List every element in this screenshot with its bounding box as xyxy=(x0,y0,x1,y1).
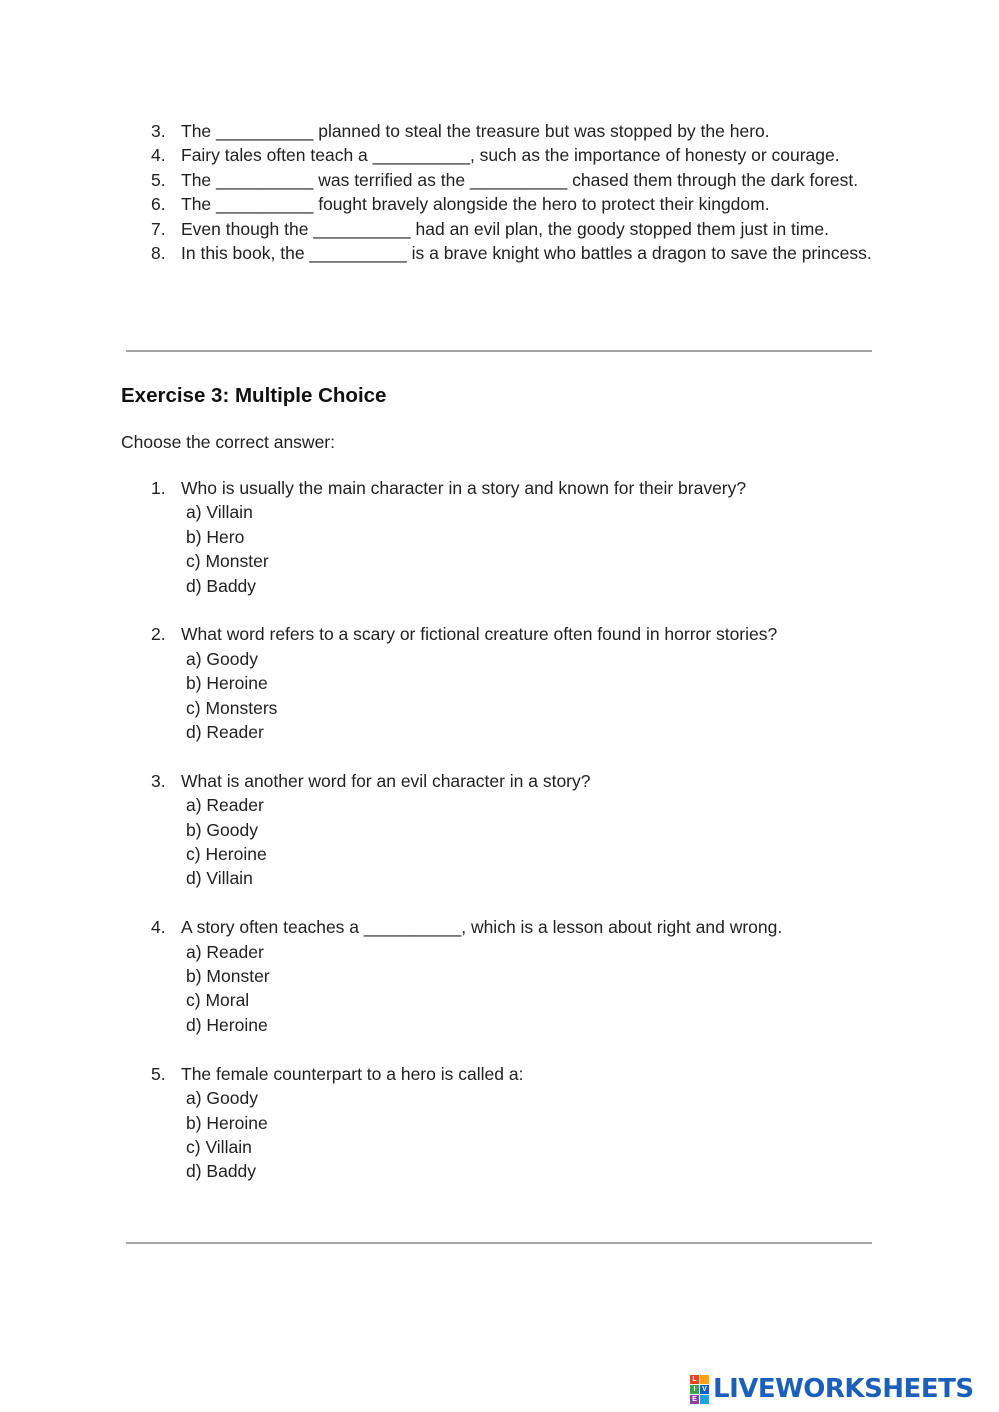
answer-option: b) Monster xyxy=(186,966,270,987)
exercise-title: Exercise 3: Multiple Choice xyxy=(121,384,387,407)
section-divider xyxy=(126,1242,872,1244)
question-text: What is another word for an evil character in a story? xyxy=(181,770,591,791)
item-number: 6. xyxy=(151,194,166,215)
answer-option: d) Villain xyxy=(186,868,253,889)
answer-option: d) Baddy xyxy=(186,575,257,596)
item-text: In this book, the __________ is a brave knight who battles a dragon to save the princess. xyxy=(181,243,872,264)
answer-option: d) Reader xyxy=(186,722,264,743)
answer-option: c) Monsters xyxy=(186,697,278,718)
answer-option: b) Goody xyxy=(186,819,258,840)
item-number: 7. xyxy=(151,218,166,239)
answer-option: a) Villain xyxy=(186,502,253,523)
answer-option: a) Goody xyxy=(186,1088,258,1109)
answer-option: a) Reader xyxy=(186,941,264,962)
logo-mark-tile: V xyxy=(700,1385,709,1394)
item-text: The __________ fought bravely alongside the hero to protect their kingdom. xyxy=(181,194,770,215)
answer-option: a) Reader xyxy=(186,795,264,816)
answer-options xyxy=(181,940,888,1038)
answer-option: d) Heroine xyxy=(186,1014,268,1035)
logo-mark-tile: I xyxy=(690,1385,699,1394)
answer-options xyxy=(181,1086,888,1184)
question-item xyxy=(148,915,888,1037)
question-text: Who is usually the main character in a story and known for their bravery? xyxy=(181,478,747,498)
logo-mark-tile xyxy=(700,1375,709,1384)
question-number: 4. xyxy=(151,917,166,938)
answer-options xyxy=(181,500,888,598)
answer-options xyxy=(181,647,888,745)
question-number: 1. xyxy=(151,478,166,498)
question-text: What word refers to a scary or fictional creature often found in horror stories? xyxy=(181,624,778,645)
section-divider xyxy=(126,350,872,352)
logo-mark-tile: L xyxy=(690,1375,699,1384)
list-item xyxy=(148,192,888,216)
list-item xyxy=(148,168,888,192)
item-text: Even though the __________ had an evil plan, the goody stopped them just in time. xyxy=(181,218,829,239)
item-number: 8. xyxy=(151,243,166,264)
item-text: Fairy tales often teach a __________, such as the importance of honesty or courage. xyxy=(181,145,840,166)
list-item xyxy=(148,119,888,143)
answer-option: c) Heroine xyxy=(186,844,267,865)
list-item xyxy=(148,143,888,167)
liveworksheets-logo xyxy=(690,1372,974,1406)
answer-option: b) Hero xyxy=(186,526,245,547)
answer-option: b) Heroine xyxy=(186,1112,268,1133)
logo-mark-tile: E xyxy=(690,1395,699,1404)
list-item xyxy=(148,241,888,265)
item-number: 5. xyxy=(151,169,166,190)
multiple-choice-list xyxy=(148,476,888,1208)
logo-mark-tile xyxy=(700,1395,709,1404)
answer-option: c) Monster xyxy=(186,551,269,572)
question-text: The female counterpart to a hero is called a: xyxy=(181,1063,524,1084)
fill-in-blank-list xyxy=(148,119,888,265)
question-text: A story often teaches a __________, which is a lesson about right and wrong. xyxy=(181,917,783,938)
answer-option: b) Heroine xyxy=(186,673,268,694)
answer-option: c) Villain xyxy=(186,1136,252,1157)
question-item xyxy=(148,769,888,891)
list-item xyxy=(148,217,888,241)
item-number: 3. xyxy=(151,121,166,141)
question-number: 2. xyxy=(151,624,166,645)
logo-wordmark: LIVEWORKSHEETS xyxy=(713,1374,974,1404)
question-number: 3. xyxy=(151,770,166,791)
logo-mark-icon xyxy=(690,1375,709,1404)
answer-options xyxy=(181,793,888,891)
answer-option: c) Moral xyxy=(186,990,250,1011)
answer-option: d) Baddy xyxy=(186,1161,257,1182)
exercise-instructions: Choose the correct answer: xyxy=(121,432,335,452)
item-text: The __________ was terrified as the __________ chased them through the dark forest. xyxy=(181,169,859,190)
item-number: 4. xyxy=(151,145,166,166)
item-text: The __________ planned to steal the treasure but was stopped by the hero. xyxy=(181,121,770,141)
question-item xyxy=(148,622,888,744)
question-number: 5. xyxy=(151,1063,166,1084)
question-item xyxy=(148,1062,888,1184)
answer-option: a) Goody xyxy=(186,648,258,669)
question-item xyxy=(148,476,888,598)
